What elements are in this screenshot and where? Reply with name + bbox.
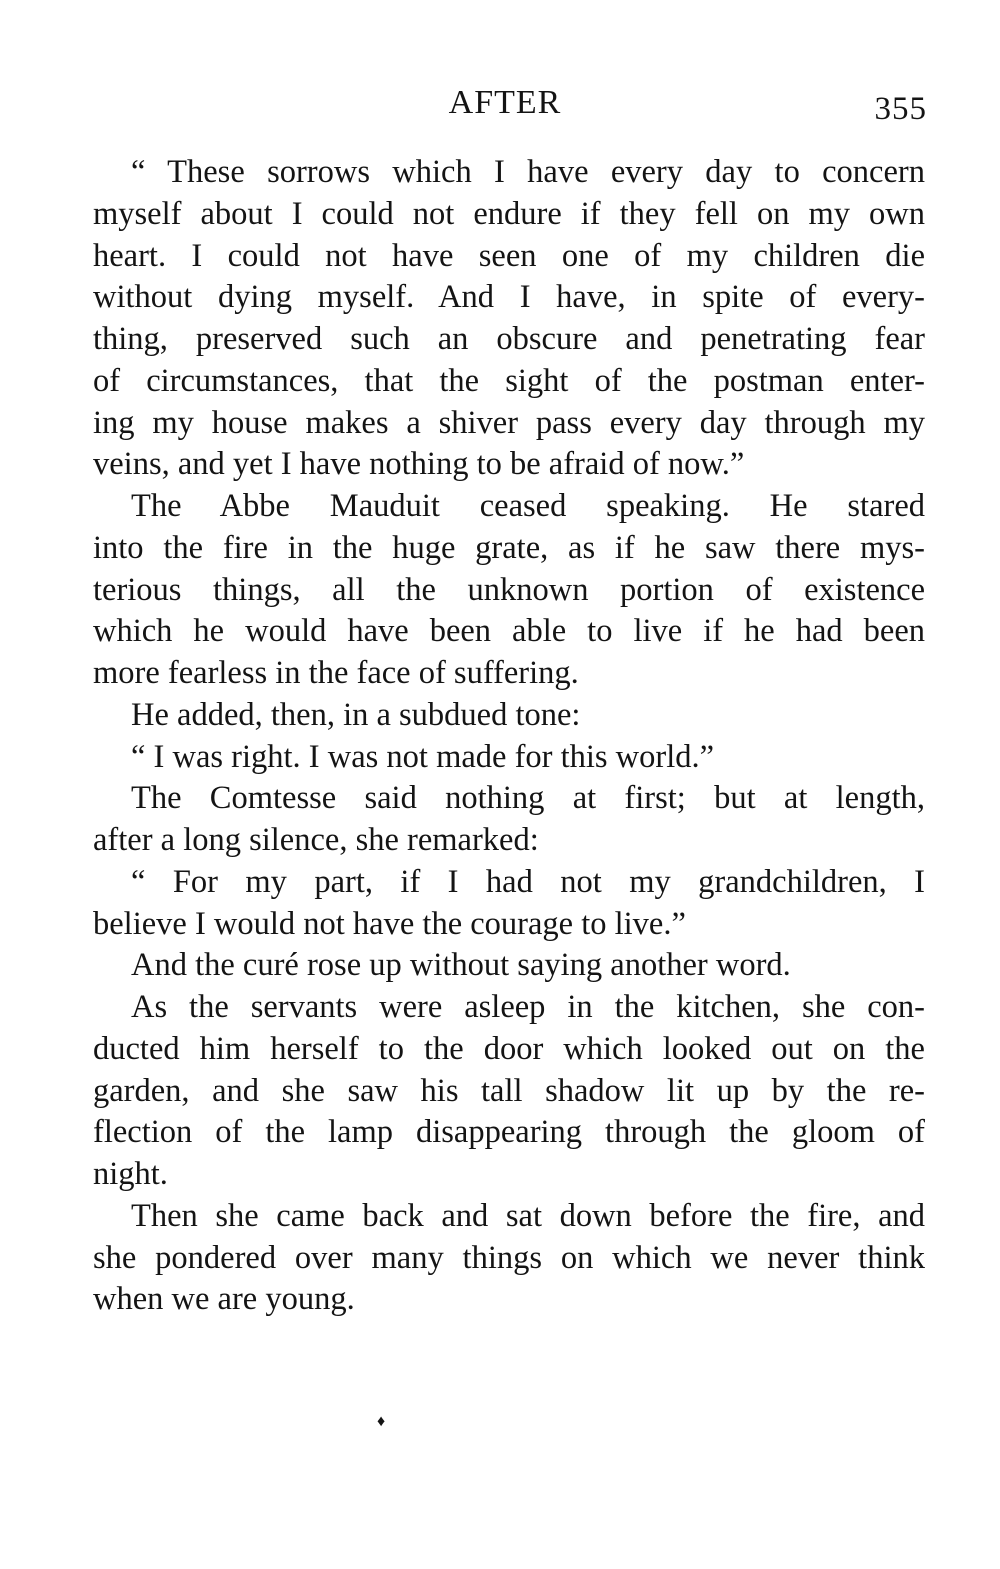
text-line: And the curé rose up without saying another word. <box>131 947 791 984</box>
text-line: flection of the lamp disappearing through the gloom of <box>93 1114 925 1151</box>
paragraph <box>93 945 925 987</box>
paragraph <box>93 695 925 737</box>
text-line: As the servants were asleep in the kitchen, she con- <box>131 989 925 1025</box>
text-line: night. <box>93 1156 168 1192</box>
page-header <box>0 78 1000 128</box>
running-title: AFTER <box>448 84 562 121</box>
text-line: when we are young. <box>93 1281 355 1318</box>
text-line: myself about I could not endure if they fell on my own <box>93 195 925 232</box>
text-line: “ These sorrows which I have every day to concern <box>131 154 925 190</box>
text-line: thing, preserved such an obscure and penetrating fear <box>93 321 925 357</box>
text-line: ing my house makes a shiver pass every day through my <box>93 404 925 441</box>
paragraph <box>93 1196 925 1321</box>
text-line: after a long silence, she remarked: <box>93 822 539 858</box>
text-line: “ For my part, if I had not my grandchildren, I <box>131 863 925 900</box>
text-line: she pondered over many things on which we never think <box>93 1239 925 1276</box>
paragraph <box>93 987 925 1196</box>
paragraph <box>93 152 925 486</box>
text-line: “ I was right. I was not made for this world.” <box>131 738 715 775</box>
text-line: into the fire in the huge grate, as if he saw there mys- <box>93 529 925 566</box>
text-line: The Abbe Mauduit ceased speaking. He stared <box>131 488 925 524</box>
text-line: veins, and yet I have nothing to be afraid of now.” <box>93 446 745 483</box>
text-line: He added, then, in a subdued tone: <box>131 696 581 733</box>
text-line: of circumstances, that the sight of the postman enter- <box>93 362 925 399</box>
paragraph <box>93 862 925 946</box>
text-line: The Comtesse said nothing at first; but at length, <box>131 780 925 817</box>
text-line: more fearless in the face of suffering. <box>93 655 579 691</box>
text-line: without dying myself. And I have, in spite of every- <box>93 279 925 316</box>
text-line: which he would have been able to live if he had been <box>93 613 925 650</box>
text-line: believe I would not have the courage to live.” <box>93 905 686 942</box>
printer-ornament: ♦ <box>377 1413 386 1430</box>
paragraph <box>93 737 925 779</box>
text-line: heart. I could not have seen one of my children die <box>93 237 925 274</box>
text-line: Then she came back and sat down before the fire, and <box>131 1197 925 1234</box>
paragraph <box>93 778 925 862</box>
text-line: terious things, all the unknown portion of existence <box>93 571 925 608</box>
text-line: garden, and she saw his tall shadow lit up by the re- <box>93 1072 925 1109</box>
page-number: 355 <box>874 91 927 127</box>
text-line: ducted him herself to the door which looked out on the <box>93 1030 925 1067</box>
body-text <box>93 152 925 1321</box>
paragraph <box>93 486 925 695</box>
